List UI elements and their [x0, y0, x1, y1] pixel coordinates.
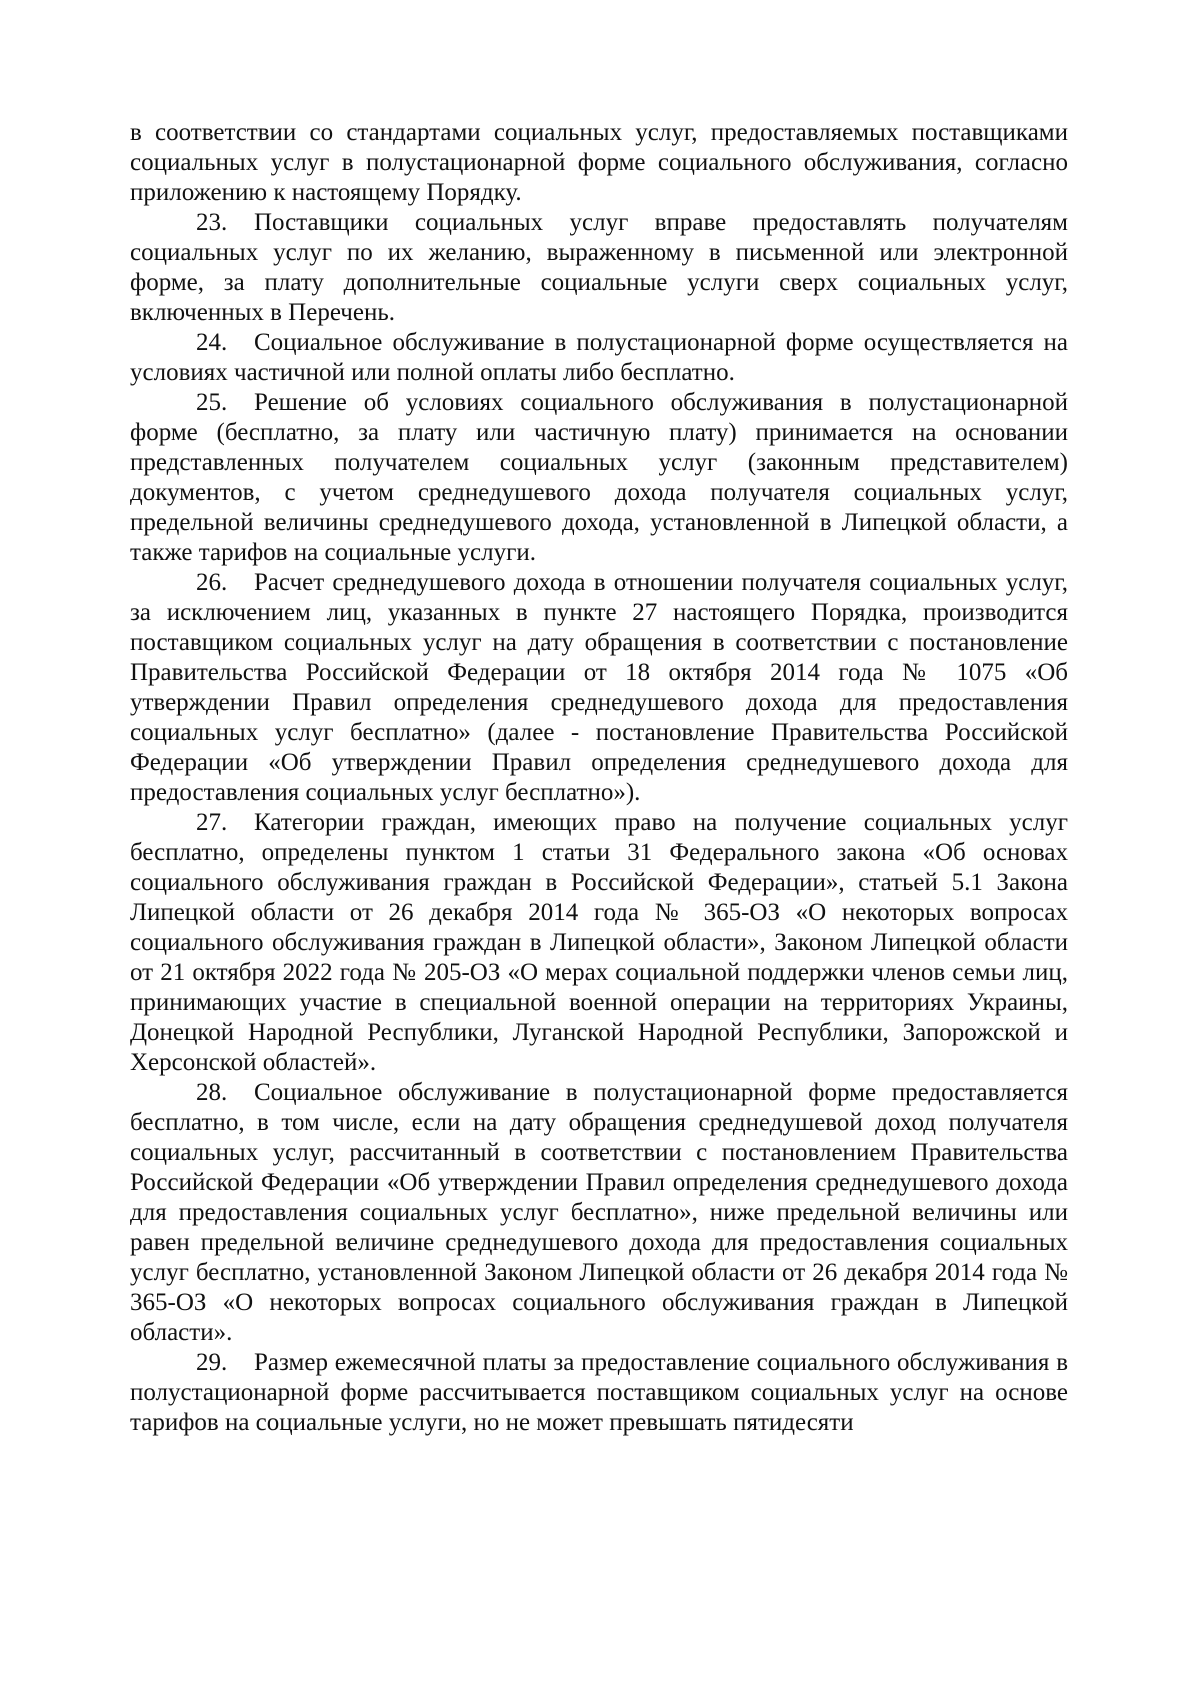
document-page	[130, 118, 1068, 1438]
paragraph-continuation	[130, 118, 1068, 208]
paragraph-number: 29.	[196, 1349, 228, 1376]
paragraph-number: 23.	[196, 209, 228, 236]
paragraph-text: Социальное обслуживание в полустационарной форме осуществляется на условиях частичной или полной оплаты либо бесплатно.	[130, 329, 1068, 386]
paragraph-text: Размер ежемесячной платы за предоставление социального обслуживания в полустационарной форме рассчитывается поставщиком социальных услуг на основе тарифов на социальные услуги, но не может превышать пятидесяти	[130, 1349, 1068, 1436]
paragraph-text: Расчет среднедушевого дохода в отношении получателя социальных услуг, за исключением лиц, указанных в пункте 27 настоящего Порядка, производится поставщиком социальных услуг на дату обращения в соответствии с постановление Правительства Российской Федерации от 18 октября 2014 года № 1075 «Об утверждении Правил определения среднедушевого дохода для предоставления социальных услуг бесплатно» (далее - постановление Правительства Российской Федерации «Об утверждении Правил определения среднедушевого дохода для предоставления социальных услуг бесплатно»).	[130, 569, 1068, 806]
paragraph-27	[130, 808, 1068, 1078]
paragraph-number: 24.	[196, 329, 228, 356]
paragraph-24	[130, 328, 1068, 388]
paragraph-text: в соответствии со стандартами социальных услуг, предоставляемых поставщиками социальных услуг в полустационарной форме социального обслуживания, согласно приложению к настоящему Порядку.	[130, 119, 1068, 206]
paragraph-text: Поставщики социальных услуг вправе предоставлять получателям социальных услуг по их желанию, выраженному в письменной или электронной форме, за плату дополнительные социальные услуги сверх социальных услуг, включенных в Перечень.	[130, 209, 1068, 326]
paragraph-text: Социальное обслуживание в полустационарной форме предоставляется бесплатно, в том числе, если на дату обращения среднедушевой доход получателя социальных услуг, рассчитанный в соответствии с постановлением Правительства Российской Федерации «Об утверждении Правил определения среднедушевого дохода для предоставления социальных услуг бесплатно», ниже предельной величины или равен предельной величине среднедушевого дохода для предоставления социальных услуг бесплатно, установленной Законом Липецкой области от 26 декабря 2014 года № 365-ОЗ «О некоторых вопросах социального обслуживания граждан в Липецкой области».	[130, 1079, 1068, 1346]
paragraph-text: Категории граждан, имеющих право на получение социальных услуг бесплатно, определены пунктом 1 статьи 31 Федерального закона «Об основах социального обслуживания граждан в Российской Федерации», статьей 5.1 Закона Липецкой области от 26 декабря 2014 года № 365-ОЗ «О некоторых вопросах социального обслуживания граждан в Липецкой области», Законом Липецкой области от 21 октября 2022 года № 205-ОЗ «О мерах социальной поддержки членов семьи лиц, принимающих участие в специальной военной операции на территориях Украины, Донецкой Народной Республики, Луганской Народной Республики, Запорожской и Херсонской областей».	[130, 809, 1068, 1076]
paragraph-29	[130, 1348, 1068, 1438]
paragraph-number: 25.	[196, 389, 228, 416]
paragraph-28	[130, 1078, 1068, 1348]
paragraph-26	[130, 568, 1068, 808]
paragraph-25	[130, 388, 1068, 568]
paragraph-number: 28.	[196, 1079, 228, 1106]
paragraph-23	[130, 208, 1068, 328]
paragraph-number: 26.	[196, 569, 228, 596]
paragraph-text: Решение об условиях социального обслуживания в полустационарной форме (бесплатно, за плату или частичную плату) принимается на основании представленных получателем социальных услуг (законным представителем) документов, с учетом среднедушевого дохода получателя социальных услуг, предельной величины среднедушевого дохода, установленной в Липецкой области, а также тарифов на социальные услуги.	[130, 389, 1068, 566]
paragraph-number: 27.	[196, 809, 228, 836]
